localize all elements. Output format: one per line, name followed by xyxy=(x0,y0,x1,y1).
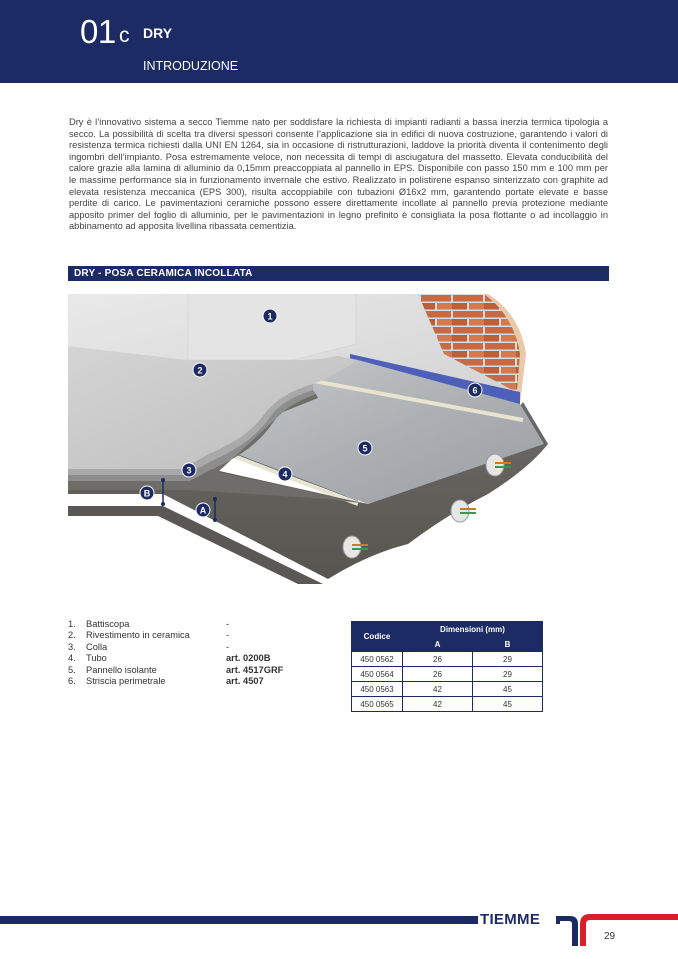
footer-line xyxy=(0,916,560,924)
brand-logo xyxy=(478,911,556,928)
intro-paragraph: Dry è l’innovativo sistema a secco Tiemme nato per soddisfare la richiesta di impianti radianti a bassa inerzia termica tipologia a secco. La possibilità di scelta tra diversi spessori consente l’applicazione sia in edifici di nuova costruzione, garantendo i valori di resistenza termica richiesti dalla UNI EN 1264, sia in occasione di ristrutturazioni, laddove la priorità diventa il contenimento degli ingombri dell’impianto. Posa estremamente veloce, non necessita di tempi di asciugatura del massetto. Elevata conducibilità del calore grazie alla lamina di alluminio da 0,15mm preaccoppiata al pannello in EPS. Disponibile con passo 150 mm e 100 mm per le massime performance sia in funzionamento invernale che estivo. Realizzato in polistirene espanso sinterizzato con graphite ad elevata resistenza meccanica (EPS 300), risulta accoppiabile con tubazioni Ø16x2 mm, garantendo portate elevate e basse perdite di carico. Le pavimentazioni ceramiche possono essere direttamente incollate al pannello previa protezione mediante apposito primer del foglio di alluminio, per le pavimentazioni in legno prefinito è consigliata la posa flottante o ad incollaggio in abbinamento ad apposita livellina ribassata cementizia. xyxy=(69,117,608,232)
svg-text:2: 2 xyxy=(197,365,203,376)
dimensions-table xyxy=(351,621,543,712)
svg-text:A: A xyxy=(199,505,207,516)
legend-item: 1. Battiscopa - xyxy=(68,619,230,629)
table-row: 450 0564 26 29 xyxy=(352,667,543,682)
svg-text:3: 3 xyxy=(186,465,192,476)
page-header xyxy=(0,0,678,83)
col-codice: Codice xyxy=(352,622,403,652)
marker-b xyxy=(140,486,154,500)
marker-4 xyxy=(278,467,292,481)
marker-2 xyxy=(193,363,207,377)
col-dimensioni: Dimensioni (mm) xyxy=(403,622,543,637)
floor-section-illustration xyxy=(68,294,609,584)
brand-pipe-mark xyxy=(556,910,678,946)
marker-1 xyxy=(263,309,277,323)
col-a: A xyxy=(403,637,473,652)
legend-item: 3. Colla - xyxy=(68,641,230,652)
marker-6 xyxy=(468,383,482,397)
table-row: 450 0565 42 45 xyxy=(352,697,543,712)
components-legend xyxy=(68,619,308,687)
section-letter: c xyxy=(119,24,130,47)
page-number: 29 xyxy=(604,931,616,942)
svg-text:1: 1 xyxy=(267,311,273,322)
section-number: 01 xyxy=(80,13,116,50)
marker-a xyxy=(196,503,210,517)
svg-text:4: 4 xyxy=(282,469,288,480)
section-subtitle: INTRODUZIONE xyxy=(143,59,239,73)
marker-3 xyxy=(182,463,196,477)
legend-item: 4. Tubo art. 0200B xyxy=(68,653,271,664)
brand-name: TIEMME xyxy=(480,911,541,928)
baseboard xyxy=(188,294,356,360)
table-row: 450 0562 26 29 xyxy=(352,652,543,667)
legend-item: 2. Rivestimento in ceramica - xyxy=(68,630,230,641)
svg-text:B: B xyxy=(143,488,151,499)
legend-item: 5. Pannello isolante art. 4517GRF xyxy=(68,664,284,675)
col-b: B xyxy=(473,637,543,652)
svg-text:6: 6 xyxy=(472,385,478,396)
section-title: DRY xyxy=(143,25,173,41)
svg-text:5: 5 xyxy=(362,443,368,454)
legend-item: 6. Striscia perimetrale art. 4507 xyxy=(68,675,264,686)
section-bar-title: DRY - POSA CERAMICA INCOLLATA xyxy=(74,268,253,279)
section-bar xyxy=(68,266,609,281)
table-row: 450 0563 42 45 xyxy=(352,682,543,697)
marker-5 xyxy=(358,441,372,455)
